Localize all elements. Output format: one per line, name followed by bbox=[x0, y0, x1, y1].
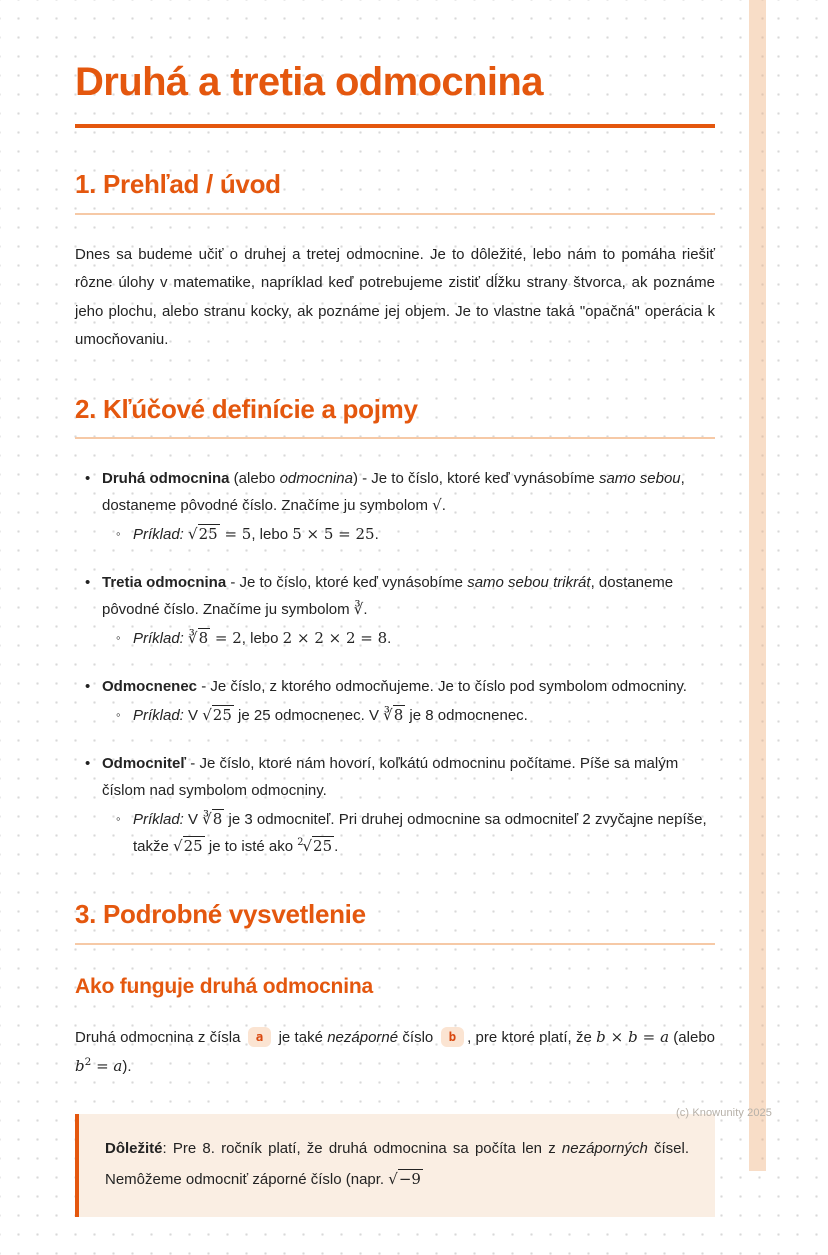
cbrt-expression: ∛8 bbox=[188, 629, 209, 647]
section-explanation bbox=[75, 898, 715, 1217]
overview-paragraph: Dnes sa budeme učiť o druhej a tretej odmocnine. Je to dôležité, lebo nám to pomáha riešiť rôzne úlohy v matematike, napríklad keď potrebujeme zistiť dĺžku strany štvorca, ak poznáme jeho plochu, alebo stranu kocky, ak poznáme jej objem. Je to vlastne taká "opačná" operácia k umocňovaniu. bbox=[75, 245, 715, 348]
example-text: ◦ Príklad: V ∛8 je 3 odmocniteľ. Pri druhej odmocnine sa odmocniteľ 2 zvyčajne nepíše, takže √25 je to isté ako $^2$√25 . bbox=[116, 806, 715, 860]
example-sublist bbox=[102, 625, 715, 652]
example-sublist bbox=[102, 702, 715, 729]
definition-text: • Druhá odmocnina (alebo odmocnina) - Je to číslo, ktoré keď vynásobíme samo sebou, dostaneme pôvodné číslo. Značíme ju symbolom √. bbox=[102, 470, 685, 514]
section-definitions bbox=[75, 393, 715, 861]
example-sublist bbox=[102, 521, 715, 548]
section-explanation-rule bbox=[75, 943, 715, 945]
important-callout bbox=[75, 1114, 715, 1217]
section-explanation-heading: 3. Podrobné vysvetlenie bbox=[75, 899, 366, 929]
important-callout-text: Dôležité: Pre 8. ročník platí, že druhá odmocnina sa počíta len z nezáporných čísel. Nemôžeme odmocniť záporné číslo (napr. √−9 bbox=[105, 1139, 689, 1188]
sqrt-expression: √25 bbox=[202, 706, 232, 724]
definition-item-square-root bbox=[85, 465, 715, 548]
example-text: ◦ Príklad: ∛8 = 2, lebo 2 × 2 × 2 = 8. bbox=[116, 625, 715, 652]
example-text: ◦ Príklad: V √25 je 25 odmocnenec. V ∛8 je 8 odmocnenec. bbox=[116, 702, 715, 729]
definition-item-index bbox=[85, 750, 715, 860]
definition-text: • Odmocniteľ - Je číslo, ktoré nám hovorí, koľkátú odmocninu počítame. Píše sa malým číslom nad symbolom odmocniny. bbox=[102, 755, 679, 799]
subsection-heading: Ako funguje druhá odmocnina bbox=[75, 974, 373, 998]
definitions-list bbox=[75, 465, 715, 860]
section-definitions-heading: 2. Kľúčové definície a pojmy bbox=[75, 393, 418, 424]
document-title: Druhá a tretia odmocnina bbox=[75, 60, 543, 104]
root2-expression: $^2$√25 bbox=[297, 837, 333, 855]
definition-text: • Tretia odmocnina - Je to číslo, ktoré keď vynásobíme samo sebou trikrát, dostaneme pôvodné číslo. Značíme ju symbolom ∛. bbox=[102, 574, 674, 618]
sqrt-expression: √25 bbox=[173, 837, 203, 855]
definition-item-radicand bbox=[85, 673, 715, 729]
definition-item-cube-root bbox=[85, 569, 715, 652]
copyright-note: (c) Knowunity 2025 bbox=[676, 1107, 772, 1119]
sqrt-expression: √25 bbox=[188, 525, 218, 543]
section-overview bbox=[75, 168, 715, 355]
explanation-paragraph: Druhá odmocnina z čísla a je také nezáporné číslo b , pre ktoré platí, že b × b = a (alebo $b^2 = a$). bbox=[75, 1027, 716, 1075]
section-definitions-rule bbox=[75, 437, 715, 439]
example-sublist bbox=[102, 806, 715, 860]
section-overview-rule bbox=[75, 213, 715, 215]
definition-text: • Odmocnenec - Je číslo, z ktorého odmocňujeme. Je to číslo pod symbolom odmocniny. bbox=[102, 678, 687, 695]
cbrt-expression: ∛8 bbox=[383, 706, 404, 724]
sqrt-expression: √−9 bbox=[388, 1169, 421, 1188]
cbrt-expression: ∛8 bbox=[202, 810, 223, 828]
page-edge-stripe bbox=[749, 0, 766, 1171]
section-overview-heading: 1. Prehľad / úvod bbox=[75, 169, 281, 199]
example-text: ◦ Príklad: √25 = 5, lebo 5 × 5 = 25. bbox=[116, 521, 715, 548]
title-underline bbox=[75, 124, 715, 128]
document-content bbox=[75, 58, 715, 1255]
